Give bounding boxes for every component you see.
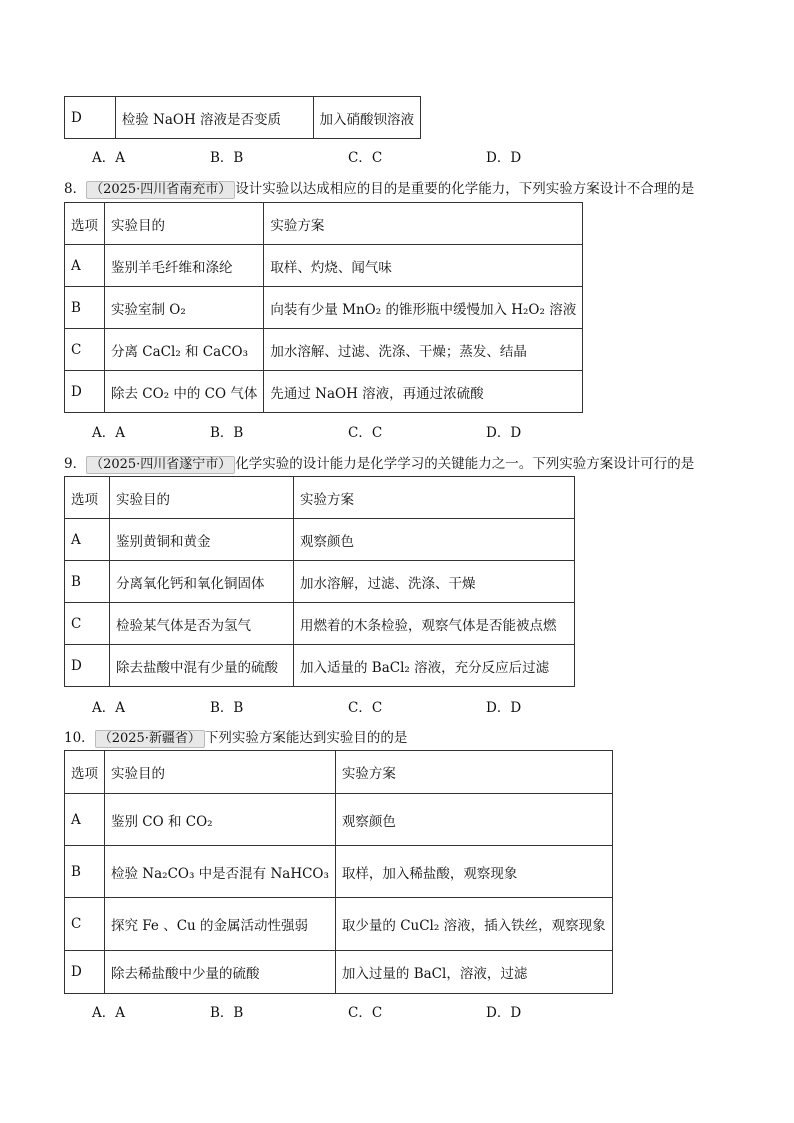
- question-number: 9．: [64, 456, 87, 472]
- table-row: [65, 645, 575, 687]
- q8-stem: [64, 177, 694, 199]
- header-cell: 实验方案: [335, 751, 612, 794]
- header-cell: 实验方案: [264, 203, 583, 245]
- table-row: [65, 561, 575, 603]
- table-row: [65, 329, 583, 371]
- source-tag: （2025·四川省南充市）: [86, 181, 235, 199]
- option-a[interactable]: A．A: [92, 700, 125, 716]
- table-cell: D: [65, 951, 105, 994]
- source-tag: （2025·四川省遂宁市）: [86, 456, 235, 474]
- table-row: [65, 951, 613, 994]
- table-cell: 加水溶解、过滤、洗涤、干燥；蒸发、结晶: [264, 329, 583, 371]
- question-text: 下列实验方案能达到实验目的的是: [204, 730, 408, 746]
- table-cell: 分离氧化钙和氧化铜固体: [110, 561, 294, 603]
- table-cell: 取样、灼烧、闻气味: [264, 245, 583, 287]
- table-cell: 加水溶解，过滤、洗涤、干燥: [294, 561, 575, 603]
- table-row: [65, 846, 613, 898]
- table-cell: 用燃着的木条检验，观察气体是否能被点燃: [294, 603, 575, 645]
- option-b[interactable]: B．B: [210, 1005, 244, 1021]
- table-cell: C: [65, 898, 105, 951]
- table-cell: 检验 Na₂CO₃ 中是否混有 NaHCO₃: [105, 846, 336, 898]
- table-cell: 实验室制 O₂: [105, 287, 264, 329]
- option-b[interactable]: B．B: [210, 425, 244, 441]
- table-cell: 除去稀盐酸中少量的硫酸: [105, 951, 336, 994]
- table-cell: 取样，加入稀盐酸，观察现象: [335, 846, 612, 898]
- header-cell: 实验目的: [105, 751, 336, 794]
- header-cell: 实验方案: [294, 477, 575, 519]
- table-cell: 向装有少量 MnO₂ 的锥形瓶中缓慢加入 H₂O₂ 溶液: [264, 287, 583, 329]
- option-a[interactable]: A．A: [92, 1005, 125, 1021]
- option-d[interactable]: D．D: [486, 1005, 522, 1021]
- table-cell: C: [65, 603, 110, 645]
- table-cell: B: [65, 287, 105, 329]
- q10-stem: [64, 726, 407, 748]
- q10-table: [64, 750, 613, 994]
- option-c[interactable]: C．C: [348, 1005, 383, 1021]
- table-cell: A: [65, 794, 105, 846]
- table-cell: 除去 CO₂ 中的 CO 气体: [105, 371, 264, 413]
- option-d[interactable]: D．D: [486, 700, 522, 716]
- q7-table: [64, 96, 421, 139]
- option-d[interactable]: D．D: [486, 150, 522, 166]
- option-c[interactable]: C．C: [348, 150, 383, 166]
- table-cell: C: [65, 329, 105, 371]
- q8-table: [64, 202, 583, 413]
- option-d[interactable]: D．D: [486, 425, 522, 441]
- option-b[interactable]: B．B: [210, 700, 244, 716]
- table-cell: D: [65, 645, 110, 687]
- table-row: [65, 603, 575, 645]
- table-cell: 鉴别 CO 和 CO₂: [105, 794, 336, 846]
- table-cell: 先通过 NaOH 溶液，再通过浓硫酸: [264, 371, 583, 413]
- table-row: [65, 287, 583, 329]
- q9-table: [64, 476, 575, 687]
- table-cell: B: [65, 846, 105, 898]
- option-c[interactable]: C．C: [348, 700, 383, 716]
- question-number: 8．: [64, 181, 87, 197]
- header-cell: 选项: [65, 477, 110, 519]
- question-text: 设计实验以达成相应的目的是重要的化学能力，下列实验方案设计不合理的是: [235, 181, 695, 197]
- table-row: [65, 794, 613, 846]
- table-cell: 观察颜色: [335, 794, 612, 846]
- question-text: 化学实验的设计能力是化学学习的关键能力之一。下列实验方案设计可行的是: [235, 456, 695, 472]
- table-row: [65, 519, 575, 561]
- table-cell: 加入适量的 BaCl₂ 溶液，充分反应后过滤: [294, 645, 575, 687]
- table-row: [65, 898, 613, 951]
- table-cell: A: [65, 245, 105, 287]
- table-row: [65, 245, 583, 287]
- q7-cell: 加入硝酸钡溶液: [313, 97, 421, 139]
- option-c[interactable]: C．C: [348, 425, 383, 441]
- header-cell: 实验目的: [105, 203, 264, 245]
- table-cell: 鉴别羊毛纤维和涤纶: [105, 245, 264, 287]
- q7-cell: 检验 NaOH 溶液是否变质: [115, 97, 313, 139]
- option-b[interactable]: B．B: [210, 150, 244, 166]
- table-cell: 除去盐酸中混有少量的硫酸: [110, 645, 294, 687]
- source-tag: （2025·新疆省）: [95, 730, 205, 748]
- header-cell: 选项: [65, 751, 105, 794]
- table-cell: 加入过量的 BaCl，溶液，过滤: [335, 951, 612, 994]
- q9-stem: [64, 452, 694, 474]
- option-a[interactable]: A．A: [92, 150, 125, 166]
- option-a[interactable]: A．A: [92, 425, 125, 441]
- table-cell: 鉴别黄铜和黄金: [110, 519, 294, 561]
- table-row: [65, 371, 583, 413]
- question-number: 10．: [64, 730, 95, 746]
- header-cell: 选项: [65, 203, 105, 245]
- table-cell: A: [65, 519, 110, 561]
- table-cell: 取少量的 CuCl₂ 溶液，插入铁丝，观察现象: [335, 898, 612, 951]
- q7-cell: D: [65, 97, 116, 139]
- table-cell: 分离 CaCl₂ 和 CaCO₃: [105, 329, 264, 371]
- table-cell: B: [65, 561, 110, 603]
- header-cell: 实验目的: [110, 477, 294, 519]
- table-cell: 观察颜色: [294, 519, 575, 561]
- table-cell: D: [65, 371, 105, 413]
- table-cell: 检验某气体是否为氢气: [110, 603, 294, 645]
- table-cell: 探究 Fe 、Cu 的金属活动性强弱: [105, 898, 336, 951]
